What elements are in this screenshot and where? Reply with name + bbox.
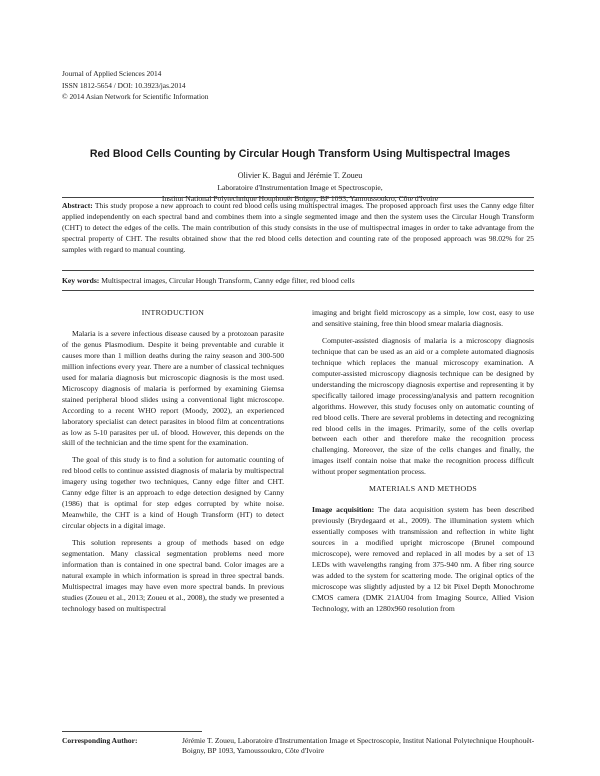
paper-title: Red Blood Cells Counting by Circular Hough Transform Using Multispectral Images bbox=[89, 148, 511, 160]
abstract-divider bbox=[62, 270, 534, 271]
corresponding-author-text: Jérémie T. Zoueu, Laboratoire d'Instrumentation Image et Spectroscopie, Institut National Polytechnique Houphouët-Boigny, BP 1093, Yamoussoukro, Côte d'Ivoire bbox=[182, 736, 535, 755]
header-divider bbox=[62, 197, 534, 198]
keywords-text: Multispectral images, Circular Hough Transform, Canny edge filter, red blood cells bbox=[101, 276, 355, 285]
intro-paragraph-5: Computer-assisted diagnosis of malaria is a microscopy diagnosis technique that can be used as an aid or a complete automated diagnosis technique which replaces the manual microscopy examination. A computer-assisted microscopy diagnosis technique can be designed by understanding the microscopy diagnosis expertise and representing it by specifically tailored image processing/analysis and pattern recognition algorithms. However, this study focuses only on automatic counting of red blood cells. There are several problems in detecting and recognizing red blood cells in the images. Primarily, some of the cells overlap between each other and therefore make the recognition process challenging. Moreover, the size of the cells changes and finally, the images itself contain noise that make the recognition process difficult without proper segmentation process. bbox=[312, 335, 534, 477]
keywords bbox=[62, 275, 534, 286]
footnote-divider bbox=[62, 731, 202, 732]
image-acquisition-paragraph bbox=[312, 505, 534, 615]
journal-copyright: © 2014 Asian Network for Scientific Information bbox=[62, 92, 209, 101]
section-introduction: INTRODUCTION bbox=[141, 308, 205, 317]
journal-name: Journal of Applied Sciences 2014 bbox=[62, 69, 162, 78]
keywords-divider bbox=[62, 290, 534, 291]
intro-paragraph-4: imaging and bright field microscopy as a simple, low cost, easy to use and sensitive staining, free thin blood smear malaria diagnosis. bbox=[312, 308, 534, 328]
image-acquisition-label: Image acquisition: bbox=[312, 505, 375, 515]
paper-authors: Olivier K. Bagui and Jérémie T. Zoueu bbox=[237, 171, 363, 180]
keywords-label: Key words: bbox=[62, 276, 100, 285]
journal-issn: ISSN 1812-5654 / DOI: 10.3923/jas.2014 bbox=[62, 80, 186, 90]
intro-paragraph-1: Malaria is a severe infectious disease caused by a protozoan parasite of the genus Plasmodium. Despite it being preventable and curable it causes more than 1 million deaths during the rainy season and 300-500 million infections every year. There are a number of classical techniques used for malaria diagnosis but microscopic diagnosis is the most used. Microscopy diagnosis of malaria is performed by examining Giemsa stained peripheral blood slides using a conventional light microscope. According to a recent WHO report (Moody, 2002), an experienced laboratory specialist can detect parasites in blood film at concentrations as low as 5-10 parasites per uL of blood. However, this depends on the skill of the technician and the time spent for the examination. bbox=[62, 328, 284, 448]
right-column bbox=[312, 302, 534, 621]
image-acquisition-text: The data acquisition system has been described previously (Brydegaard et al., 2009). The illumination system which essentially composes with transmission and reflection in white light sources in a modified upright microscope (Brunel compound microscope), were removed and replaced in all modes by a set of 13 LEDs with wavelengths ranging from 375-940 nm. A fiber ring source was added to the system for scattering mode. The original optics of the microscope was slightly adjusted by a 12 bit Pixel Depth Monochrome CMOS camera (DMK 21AU04 from Imaging Source, Allied Vision Technology, with an 1280x960 resolution from bbox=[312, 505, 534, 613]
abstract-label: Abstract: bbox=[62, 201, 93, 210]
affiliation-line-2: Institut National Polytechnique Houphouët Boigny, BP 1093, Yamoussoukro, Côte d'Ivoire bbox=[161, 194, 439, 203]
left-column bbox=[62, 302, 284, 621]
affiliation-line-1: Laboratoire d'Instrumentation Image et Spectroscopie, bbox=[217, 183, 383, 192]
intro-paragraph-3: This solution represents a group of methods based on edge segmentation. Many classical segmentation problems need more information than is contained in one spectral band. Color images are a natural example in which information is spread in three spectral bands. Multispectral images may have even more spectral bands. In previous studies (Zoueu et al., 2013; Zoueu et al., 2008), the study we presented a technology based on multispectral bbox=[62, 538, 284, 613]
journal-info bbox=[62, 68, 208, 103]
intro-paragraph-2: The goal of this study is to find a solution for automatic counting of red blood cells to continue assisted diagnosis of malaria by multispectral imagery using together two techniques, Canny edge filter and CHT. Canny edge filter is an approach to edge detection designed by Canny (1986) that is optimal for step edges corrupted by white noise. Meanwhile, the CHT is a kind of Hough Transform (HT) to detect circular objects in a digital image. bbox=[62, 455, 284, 531]
section-materials-methods: MATERIALS AND METHODS bbox=[368, 484, 478, 494]
abstract bbox=[62, 200, 534, 255]
corresponding-author-label: Corresponding Author: bbox=[62, 736, 138, 745]
abstract-text: This study propose a new approach to count red blood cells using multispectral images. The proposed approach first uses the Canny edge filter applied independently on each spectral band and combines them into a single segmented image and then the system uses the Circular Hough Transform (CHT) to detect the edges of the cells. The main contribution of this study consists in the use of multispectral images in order to take advantage from the spectral property of CHT. The results obtained show that the red blood cells detection and counting rate of the proposed approach was 98.02% for 25 samples with regard to manual counting. bbox=[62, 201, 534, 254]
